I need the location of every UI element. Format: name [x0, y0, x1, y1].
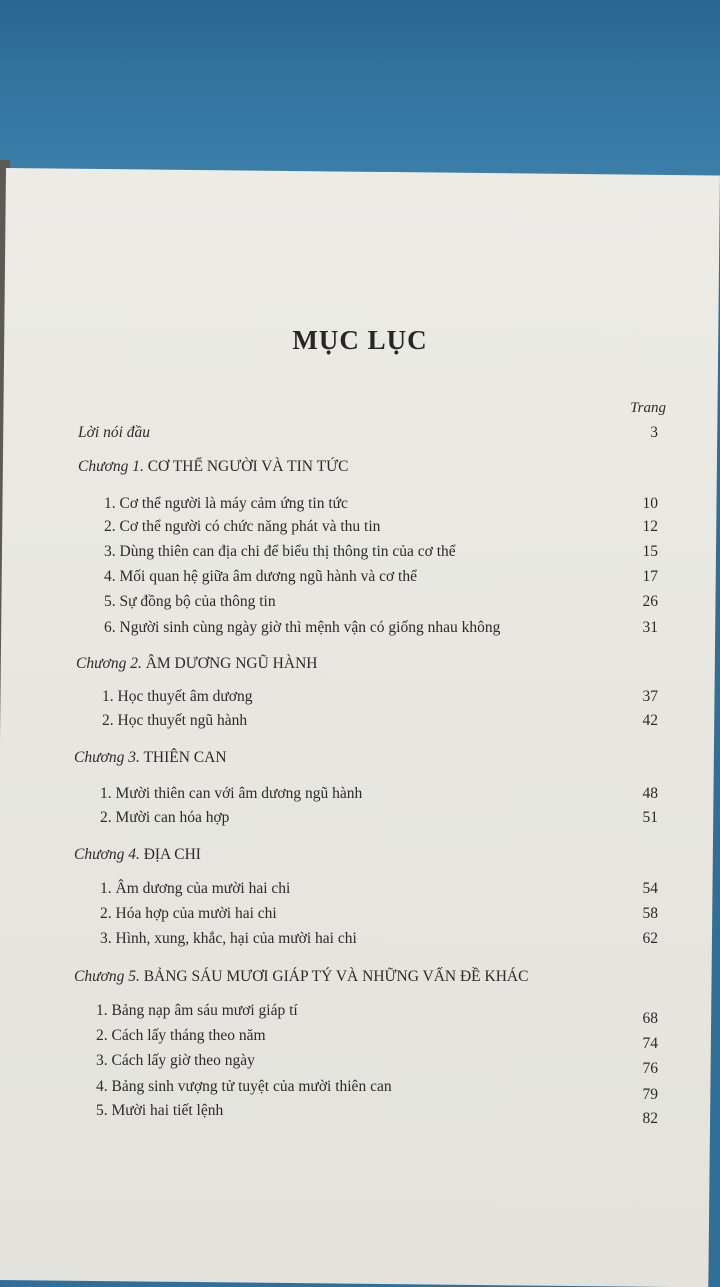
- toc-entry-label: 1. Học thuyết âm dương: [102, 688, 253, 705]
- chapter-prefix: Chương 3.: [74, 749, 140, 766]
- foreword-row[interactable]: [0, 424, 720, 448]
- toc-entry-page: 48: [642, 785, 658, 802]
- toc-entry-label: 3. Hình, xung, khắc, hại của mười hai chi: [100, 930, 357, 947]
- page-column-header: Trang: [630, 400, 666, 416]
- toc-entry-label: 1. Cơ thể người là máy cảm ứng tin tức: [104, 495, 348, 512]
- background-surface: [0, 0, 720, 175]
- toc-entry-label: 2. Mười can hóa hợp: [100, 809, 230, 826]
- chapter-heading[interactable]: [0, 458, 720, 482]
- toc-entry-label: 5. Sự đồng bộ của thông tin: [104, 593, 276, 610]
- toc-entry-page: 10: [642, 495, 658, 512]
- chapter-name: CƠ THỂ NGƯỜI VÀ TIN TỨC: [147, 458, 349, 475]
- chapter-name: THIÊN CAN: [143, 749, 227, 766]
- toc-entry-page: 31: [642, 619, 658, 636]
- toc-entry-page: 74: [642, 1035, 658, 1052]
- toc-entry[interactable]: [0, 688, 720, 712]
- toc-entry-page: 58: [642, 905, 658, 922]
- chapter-heading[interactable]: [0, 846, 720, 870]
- toc-entry-page: 51: [642, 809, 658, 826]
- toc-entry[interactable]: [0, 518, 720, 542]
- chapter-prefix: Chương 2.: [76, 655, 142, 672]
- toc-entry[interactable]: [0, 1002, 720, 1026]
- toc-entry-label: 3. Cách lấy giờ theo ngày: [96, 1052, 255, 1069]
- toc-entry-page: 42: [642, 712, 658, 729]
- toc-entry-page: 54: [642, 880, 658, 897]
- toc-entry[interactable]: [0, 568, 720, 592]
- toc-entry[interactable]: [0, 1078, 720, 1102]
- toc-entry-page: 76: [642, 1060, 658, 1077]
- toc-entry[interactable]: [0, 930, 720, 954]
- toc-entry[interactable]: [0, 880, 720, 904]
- toc-entry-page: 79: [642, 1086, 658, 1103]
- toc-entry[interactable]: [0, 543, 720, 567]
- toc-entry-label: 2. Cách lấy tháng theo năm: [96, 1027, 266, 1044]
- toc-entry-page: 26: [642, 593, 658, 610]
- toc-entry-label: 4. Bảng sinh vượng tử tuyệt của mười thiên can: [96, 1078, 392, 1095]
- page-title: MỤC LỤC: [292, 325, 428, 355]
- chapter-name: ÂM DƯƠNG NGŨ HÀNH: [145, 655, 318, 672]
- toc-entry-page: 62: [642, 930, 658, 947]
- toc-entry[interactable]: [0, 1102, 720, 1126]
- toc-entry[interactable]: [0, 712, 720, 736]
- toc-entry[interactable]: [0, 495, 720, 519]
- chapter-prefix: Chương 4.: [74, 846, 140, 863]
- toc-entry[interactable]: [0, 809, 720, 833]
- toc-entry[interactable]: [0, 785, 720, 809]
- toc-entry-page: 82: [642, 1110, 658, 1127]
- toc-entry-label: 1. Âm dương của mười hai chi: [100, 880, 291, 897]
- toc-entry-label: 1. Bảng nạp âm sáu mươi giáp tí: [96, 1002, 298, 1019]
- toc-entry[interactable]: [0, 1052, 720, 1076]
- chapter-prefix: Chương 5.: [74, 968, 140, 985]
- chapter-heading[interactable]: [0, 655, 720, 679]
- toc-entry[interactable]: [0, 619, 720, 643]
- toc-entry-page: 17: [642, 568, 658, 585]
- foreword-page: 3: [650, 424, 658, 441]
- foreword-label: Lời nói đầu: [78, 424, 151, 441]
- chapter-name: BẢNG SÁU MƯƠI GIÁP TÝ VÀ NHỮNG VẤN ĐỀ KHÁC: [143, 968, 529, 985]
- chapter-prefix: Chương 1.: [78, 458, 144, 475]
- toc-entry[interactable]: [0, 1027, 720, 1051]
- toc-entry-label: 1. Mười thiên can với âm dương ngũ hành: [100, 785, 363, 802]
- toc-entry-label: 2. Cơ thể người có chức năng phát và thu tin: [104, 518, 381, 535]
- toc-entry-label: 2. Hóa hợp của mười hai chi: [100, 905, 277, 922]
- chapter-heading[interactable]: [0, 749, 720, 773]
- toc-entry-page: 68: [642, 1010, 658, 1027]
- chapter-name: ĐỊA CHI: [143, 846, 201, 863]
- toc-entry-label: 5. Mười hai tiết lệnh: [96, 1102, 224, 1119]
- toc-entry-label: 3. Dùng thiên can địa chi để biểu thị thông tin của cơ thể: [104, 543, 456, 560]
- toc-entry-page: 37: [642, 688, 658, 705]
- toc-entry-label: 6. Người sinh cùng ngày giờ thì mệnh vận có giống nhau không: [104, 619, 501, 636]
- toc-entry[interactable]: [0, 905, 720, 929]
- toc-entry-page: 15: [642, 543, 658, 560]
- toc-entry-page: 12: [642, 518, 658, 535]
- toc-entry-label: 2. Học thuyết ngũ hành: [102, 712, 248, 729]
- toc-entry-label: 4. Mối quan hệ giữa âm dương ngũ hành và cơ thể: [104, 568, 417, 585]
- toc-entry[interactable]: [0, 593, 720, 617]
- chapter-heading[interactable]: [0, 968, 720, 992]
